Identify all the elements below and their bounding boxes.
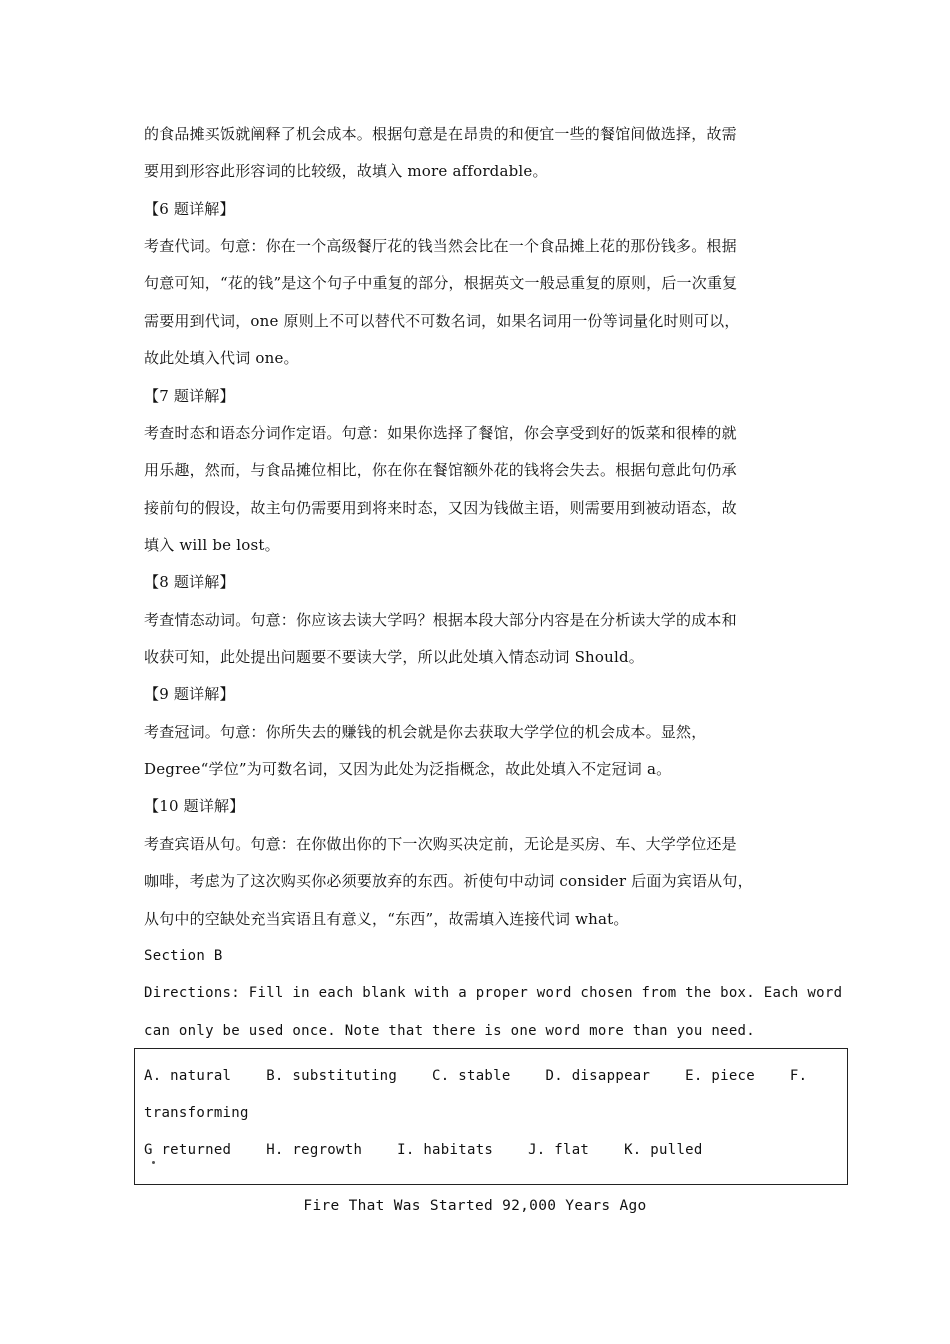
explanation-line: 考查宾语从句。句意：在你做出你的下一次购买决定前，无论是买房、车、大学学位还是 bbox=[144, 835, 737, 853]
word-bank-box bbox=[134, 1048, 848, 1185]
word-bank-line: A. natural B. substituting C. stable D. disappear E. piece F. bbox=[144, 1068, 808, 1084]
explanation-line: 用乐趣，然而，与食品摊位相比，你在你在餐馆额外花的钱将会失去。根据句意此句仍承 bbox=[144, 461, 737, 479]
explanation-line: Degree“学位”为可数名词，又因为此处为泛指概念，故此处填入不定冠词 a。 bbox=[144, 760, 672, 778]
passage-title: Fire That Was Started 92,000 Years Ago bbox=[303, 1198, 647, 1214]
explanation-line: 从句中的空缺处充当宾语且有意义，“东西”，故需填入连接代词 what。 bbox=[144, 910, 629, 928]
word-bank-line: G returned H. regrowth I. habitats J. flat K. pulled bbox=[144, 1142, 703, 1158]
explanation-line: 考查冠词。句意：你所失去的赚钱的机会就是你去获取大学学位的机会成本。显然， bbox=[144, 723, 707, 741]
explanation-line: 需要用到代词，one 原则上不可以替代不可数名词，如果名词用一份等词量化时则可以， bbox=[144, 312, 740, 330]
explanation-line: 句意可知，“花的钱”是这个句子中重复的部分，根据英文一般忌重复的原则，后一次重复 bbox=[144, 274, 738, 292]
explanation-line: 收获可知，此处提出问题要不要读大学，所以此处填入情态动词 Should。 bbox=[144, 648, 644, 666]
explanation-line: 考查情态动词。句意：你应该去读大学吗？根据本段大部分内容是在分析读大学的成本和 bbox=[144, 611, 737, 629]
word-bank-line: transforming bbox=[144, 1105, 249, 1121]
explanation-line: 的食品摊买饭就阐释了机会成本。根据句意是在昂贵的和便宜一些的餐馆间做选择，故需 bbox=[144, 125, 737, 143]
directions-line: Directions: Fill in each blank with a proper word chosen from the box. Each word bbox=[144, 985, 843, 1001]
question-heading-9: 【9 题详解】 bbox=[144, 685, 235, 703]
explanation-line: 考查时态和语态分词作定语。句意：如果你选择了餐馆，你会享受到好的饭菜和很棒的就 bbox=[144, 424, 737, 442]
question-heading-10: 【10 题详解】 bbox=[144, 797, 245, 815]
explanation-line: 接前句的假设，故主句仍需要用到将来时态，又因为钱做主语，则需要用到被动语态，故 bbox=[144, 499, 737, 517]
question-heading-6: 【6 题详解】 bbox=[144, 200, 235, 218]
explanation-line: 填入 will be lost。 bbox=[144, 536, 280, 554]
directions-line: can only be used once. Note that there is one word more than you need. bbox=[144, 1023, 756, 1039]
question-heading-7: 【7 题详解】 bbox=[144, 387, 235, 405]
explanation-line: 咖啡，考虑为了这次购买你必须要放弃的东西。祈使句中动词 consider 后面为宾语从句， bbox=[144, 872, 753, 890]
section-title: Section B bbox=[144, 948, 223, 964]
explanation-line: 考查代词。句意：你在一个高级餐厅花的钱当然会比在一个食品摊上花的那份钱多。根据 bbox=[144, 237, 737, 255]
explanation-line: 故此处填入代词 one。 bbox=[144, 349, 299, 367]
explanation-line: 要用到形容此形容词的比较级，故填入 more affordable。 bbox=[144, 162, 548, 180]
dot-mark bbox=[152, 1161, 155, 1164]
question-heading-8: 【8 题详解】 bbox=[144, 573, 235, 591]
